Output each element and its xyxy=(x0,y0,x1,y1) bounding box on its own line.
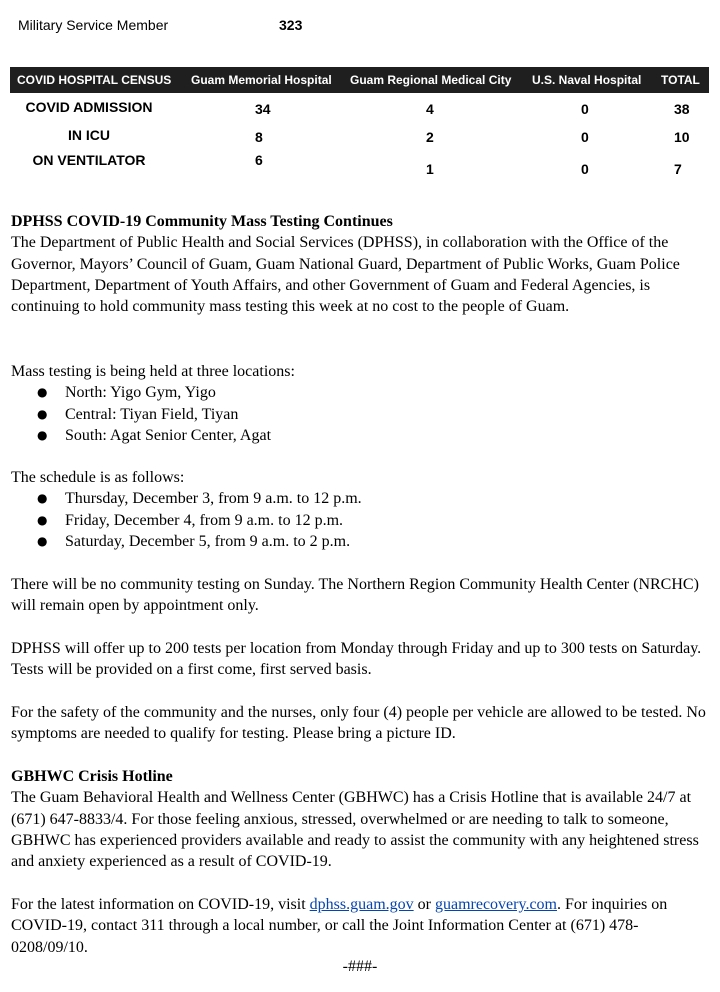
list-item: ● Thursday, December 3, from 9 a.m. to 12 p.m. xyxy=(11,488,713,509)
row-label: COVID ADMISSION xyxy=(25,99,153,115)
cell-grmc: 4 xyxy=(426,101,434,117)
cell-grmc: 1 xyxy=(426,161,434,177)
cell-total: 10 xyxy=(674,129,690,145)
latest-suffix: . For inquiries on COVID-19, contact 311 through a local number, or call the Joint Information Center at (671) 478-0208/09/10. xyxy=(11,896,668,956)
sunday-note: There will be no community testing on Sunday. The Northern Region Community Health Center (NRCHC) will remain open by appointment only. xyxy=(11,576,699,615)
guamrecovery-link[interactable]: guamrecovery.com xyxy=(434,896,557,913)
cell-naval: 0 xyxy=(581,101,589,117)
cell-naval: 0 xyxy=(581,129,589,145)
table-row xyxy=(10,127,709,147)
list-item: ● South: Agat Senior Center, Agat xyxy=(11,425,713,446)
list-item: ● Central: Tiyan Field, Tiyan xyxy=(11,404,713,425)
list-item: ● Friday, December 4, from 9 a.m. to 12 p.m. xyxy=(11,510,713,531)
hotline-section xyxy=(11,766,713,872)
table-row xyxy=(10,99,709,119)
table-row xyxy=(10,152,709,177)
latest-prefix: For the latest information on COVID-19, visit xyxy=(11,896,310,913)
cell-total: 7 xyxy=(674,161,682,177)
cell-naval: 0 xyxy=(581,161,589,177)
cell-grmc: 2 xyxy=(426,129,434,145)
capacity-note: DPHSS will offer up to 200 tests per location from Monday through Friday and up to 300 tests on Saturday. Tests will be provided on a first come, first served basis. xyxy=(11,640,702,679)
cell-total: 38 xyxy=(674,101,690,117)
mass-testing-section xyxy=(11,211,713,317)
hotline-body: The Guam Behavioral Health and Wellness Center (GBHWC) has a Crisis Hotline that is available 24/7 at (671) 647-8833/4. For those feeling anxious, stressed, overwhelmed or are needing to talk to someone, GBHWC has experienced providers available and ready to assist the community with any heightened stress and anxiety experienced as a result of COVID-19. xyxy=(11,789,699,871)
mass-testing-heading: DPHSS COVID-19 Community Mass Testing Continues xyxy=(11,213,393,230)
row-label: ON VENTILATOR xyxy=(32,152,146,168)
header-naval: U.S. Naval Hospital xyxy=(532,73,642,87)
latest-info xyxy=(11,894,713,958)
census-table-header xyxy=(10,67,709,93)
cell-gmh: 6 xyxy=(255,152,263,168)
safety-note: For the safety of the community and the nurses, only four (4) people per vehicle are allowed to be tested. No symptoms are needed to qualify for testing. Please bring a picture ID. xyxy=(11,704,706,743)
locations-list xyxy=(11,382,713,446)
hotline-heading: GBHWC Crisis Hotline xyxy=(11,768,173,785)
military-label: Military Service Member xyxy=(18,17,169,33)
header-census: COVID HOSPITAL CENSUS xyxy=(17,73,172,87)
cell-gmh: 8 xyxy=(255,129,263,145)
list-item: ● North: Yigo Gym, Yigo xyxy=(11,382,713,403)
mass-testing-intro: The Department of Public Health and Social Services (DPHSS), in collaboration with the Office of the Governor, Mayors’ Council of Guam, Guam National Guard, Department of Public Works, Guam Police Department, Department of Youth Affairs, and other Government of Guam and Federal Agencies, is continuing to hold community mass testing this week at no cost to the people of Guam. xyxy=(11,234,680,316)
header-gmh: Guam Memorial Hospital xyxy=(191,73,332,87)
locations-section xyxy=(11,361,713,446)
cell-gmh: 34 xyxy=(255,101,271,117)
latest-middle: or xyxy=(413,896,435,913)
list-item: ● Saturday, December 5, from 9 a.m. to 2 p.m. xyxy=(11,531,713,552)
schedule-list xyxy=(11,488,713,552)
military-value: 323 xyxy=(279,17,303,33)
schedule-section xyxy=(11,467,713,552)
header-total: TOTAL xyxy=(661,73,700,87)
locations-intro: Mass testing is being held at three locations: xyxy=(11,363,295,380)
header-grmc: Guam Regional Medical City xyxy=(350,73,512,87)
schedule-intro: The schedule is as follows: xyxy=(11,469,185,486)
row-label: IN ICU xyxy=(68,127,110,143)
dphss-link[interactable]: dphss.guam.gov xyxy=(309,896,414,913)
end-mark: -###- xyxy=(342,958,378,975)
